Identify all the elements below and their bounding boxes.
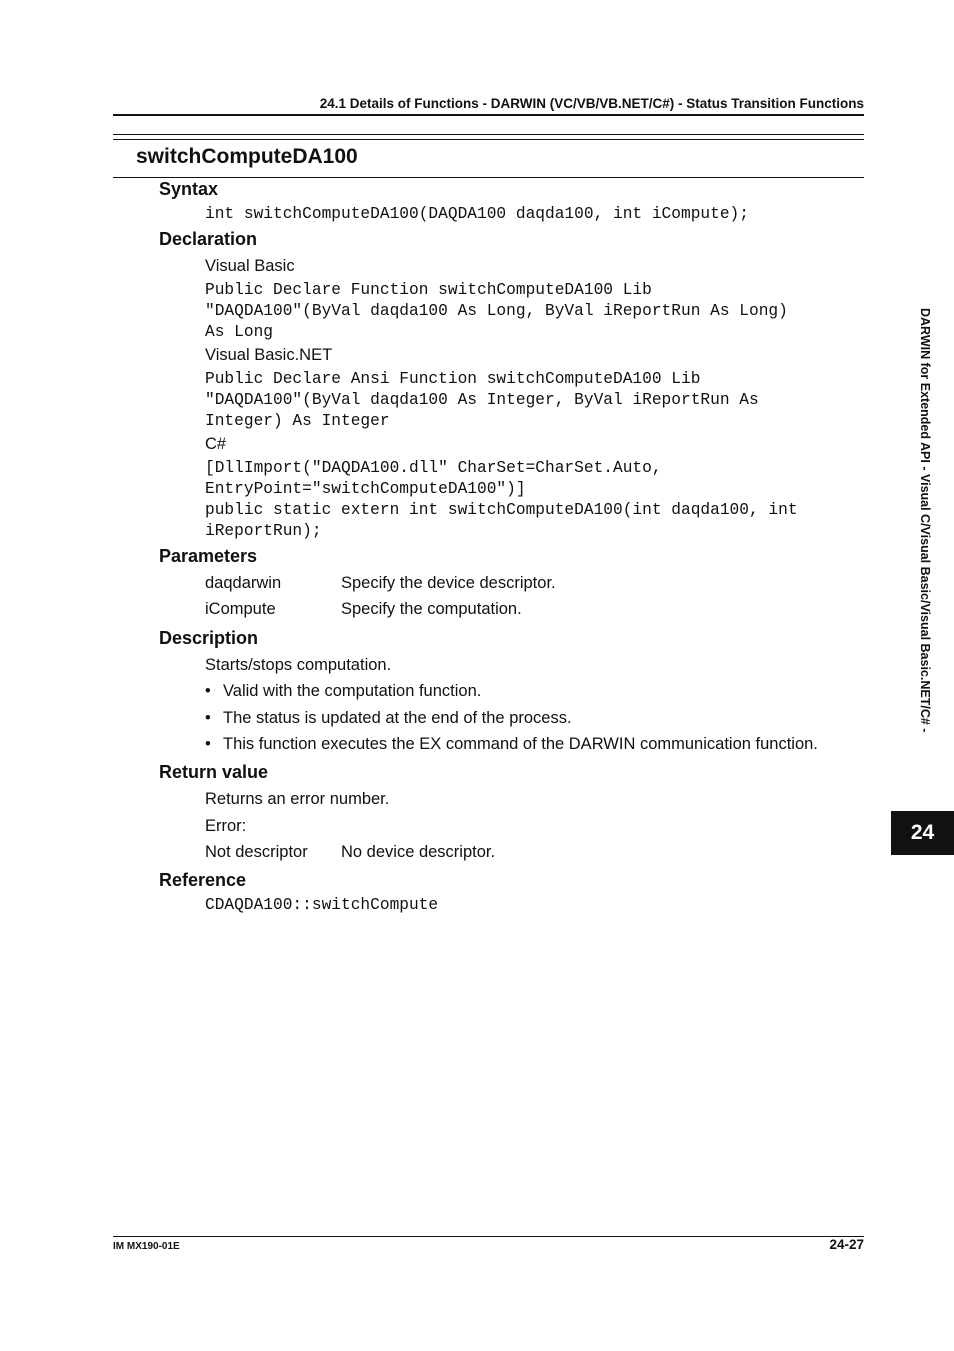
title-rule-top-1	[113, 134, 864, 135]
description-intro: Starts/stops computation.	[205, 656, 392, 674]
description-bullet: Valid with the computation function.	[223, 682, 482, 700]
reference-code: CDAQDA100::switchCompute	[205, 896, 439, 914]
page-number: 24-27	[829, 1237, 864, 1252]
cs-code-line: iReportRun);	[205, 522, 322, 540]
vb-code-line: "DAQDA100"(ByVal daqda100 As Long, ByVal iReportRun As Long)	[205, 302, 788, 320]
param-desc: Specify the computation.	[341, 600, 522, 618]
error-label: Error:	[205, 817, 247, 835]
vbnet-code-line: Public Declare Ansi Function switchComputeDA100 Lib	[205, 370, 701, 388]
return-value-text: Returns an error number.	[205, 790, 390, 808]
reference-heading: Reference	[159, 870, 247, 890]
bullet-marker: •	[205, 682, 211, 700]
declaration-heading: Declaration	[159, 229, 258, 249]
vbnet-code-line: Integer) As Integer	[205, 412, 390, 430]
running-header: 24.1 Details of Functions - DARWIN (VC/VB/VB.NET/C#) - Status Transition Functions	[319, 96, 864, 111]
param-name: daqdarwin	[205, 574, 282, 592]
chapter-number: 24	[910, 821, 935, 844]
chapter-side-title: DARWIN for Extended API - Visual C/Visual Basic/Visual Basic.NET/C# -	[918, 308, 932, 733]
title-rule-bottom	[113, 177, 864, 178]
error-name: Not descriptor	[205, 843, 308, 861]
param-name: iCompute	[205, 600, 276, 618]
syntax-heading: Syntax	[159, 179, 219, 199]
header-rule-thick	[113, 114, 864, 116]
vb-label: Visual Basic	[205, 257, 295, 275]
syntax-code: int switchComputeDA100(DAQDA100 daqda100, int iCompute);	[205, 205, 749, 223]
description-bullet: The status is updated at the end of the process.	[223, 709, 572, 727]
manual-id: IM MX190-01E	[113, 1241, 180, 1252]
vbnet-label: Visual Basic.NET	[205, 346, 333, 364]
function-title: switchComputeDA100	[136, 145, 358, 168]
description-bullet: This function executes the EX command of the DARWIN communication function.	[223, 735, 818, 753]
vb-code-line: Public Declare Function switchComputeDA100 Lib	[205, 281, 652, 299]
return-value-heading: Return value	[159, 762, 269, 782]
chapter-tab	[891, 811, 954, 855]
cs-code-line: public static extern int switchComputeDA100(int daqda100, int	[205, 501, 798, 519]
bullet-marker: •	[205, 709, 211, 727]
title-rule-top-2	[113, 139, 864, 140]
description-heading: Description	[159, 628, 259, 648]
footer-rule	[113, 1236, 864, 1237]
vb-code-line: As Long	[205, 323, 273, 341]
param-desc: Specify the device descriptor.	[341, 574, 556, 592]
cs-label: C#	[205, 435, 227, 453]
cs-code-line: EntryPoint="switchComputeDA100")]	[205, 480, 526, 498]
parameters-heading: Parameters	[159, 546, 258, 566]
error-desc: No device descriptor.	[341, 843, 496, 861]
bullet-marker: •	[205, 735, 211, 753]
cs-code-line: [DllImport("DAQDA100.dll" CharSet=CharSet.Auto,	[205, 459, 662, 477]
vbnet-code-line: "DAQDA100"(ByVal daqda100 As Integer, ByVal iReportRun As	[205, 391, 759, 409]
